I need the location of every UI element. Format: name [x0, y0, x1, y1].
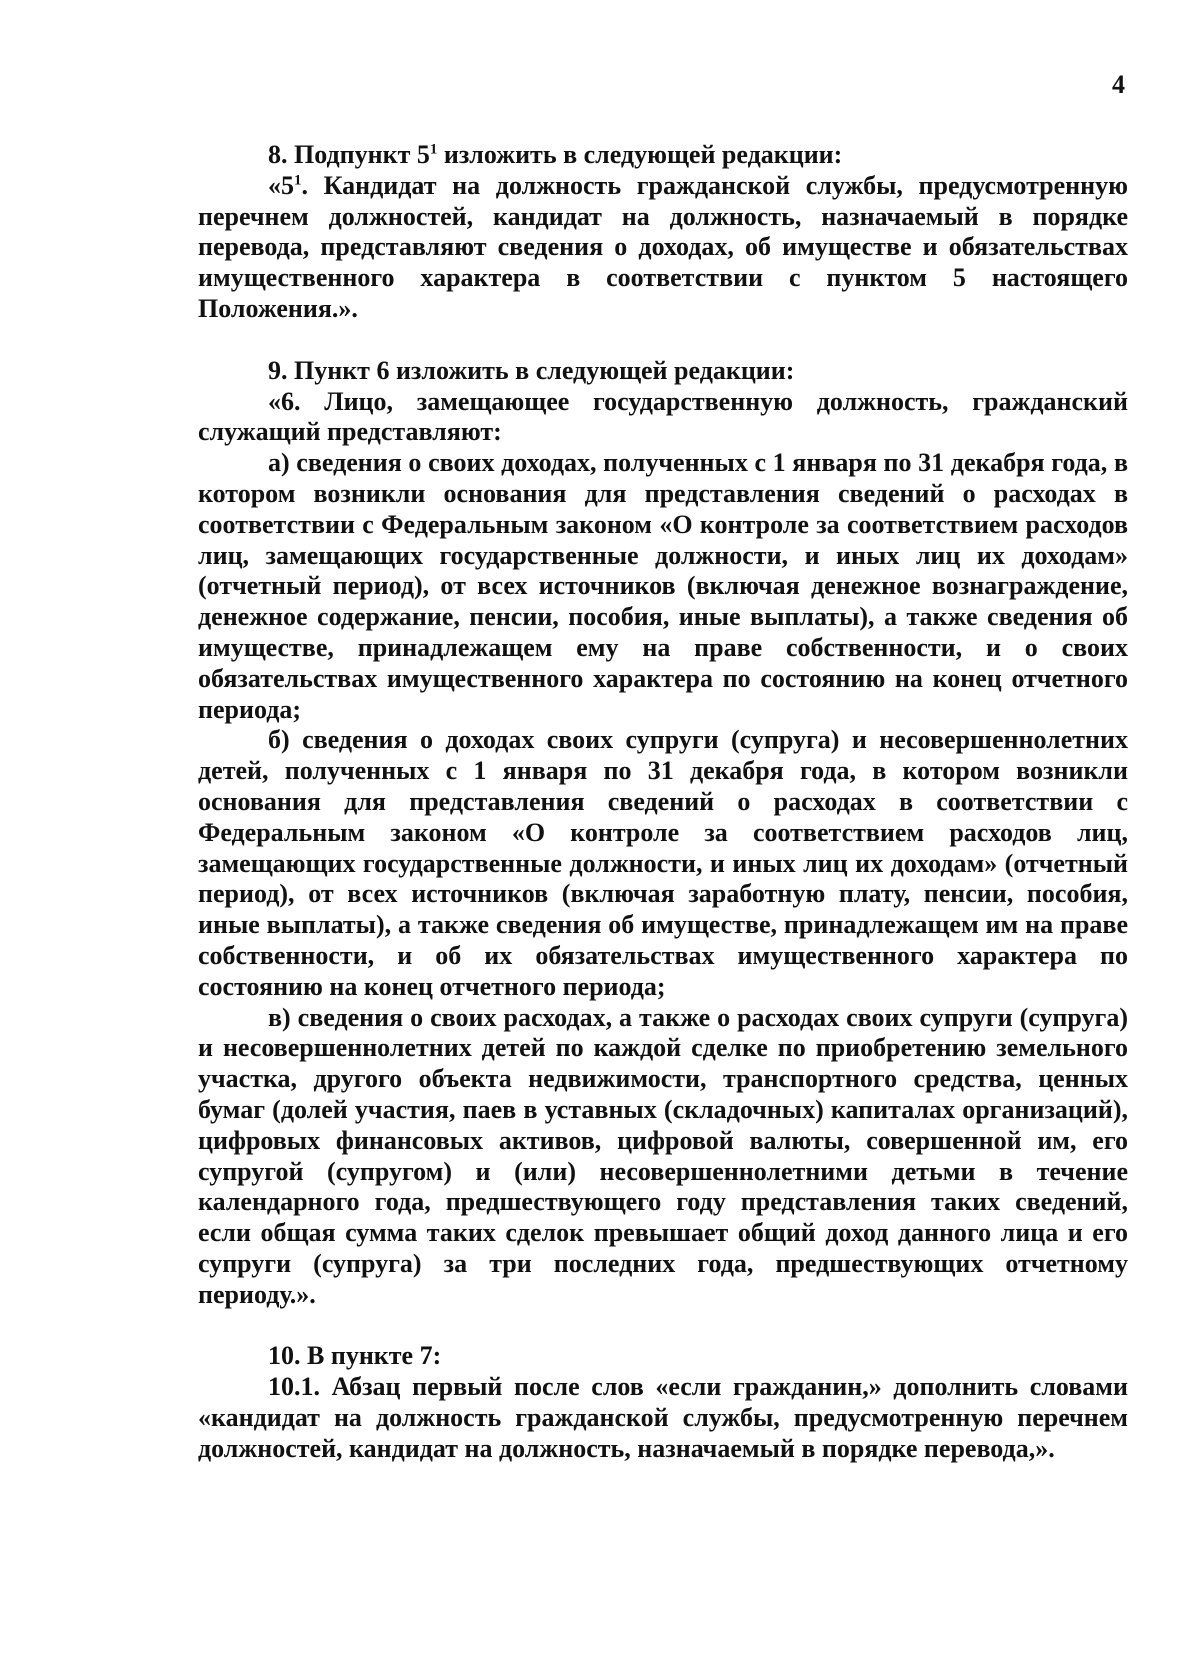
item-8-heading	[198, 140, 1128, 171]
item-8-quote-text-a: «5	[268, 170, 294, 200]
paragraph-gap	[198, 1310, 1128, 1341]
item-8-quote	[198, 171, 1128, 325]
item-8-quote-superscript: 1	[294, 172, 302, 189]
item-9-intro: «6. Лицо, замещающее государственную должность, гражданский служащий представляют:	[198, 386, 1128, 447]
paragraph-gap	[198, 325, 1128, 356]
item-9-subitem-c: в) сведения о своих расходах, а также о расходах своих супруги (супруга) и несовершеннолетних детей по каждой сделке по приобретению земельного участка, другого объекта недвижимости, транспортного средства, ценных бумаг (долей участия, паев в уставных (складочных) капиталах организаций), цифровых финансовых активов, цифровой валюты, совершенной им, его супругой (супругом) и (или) несовершеннолетними детьми в течение календарного года, предшествующего году представления таких сведений, если общая сумма таких сделок превышает общий доход данного лица и его супруги (супруга) за три последних года, предшествующих отчетному периоду.».	[198, 1002, 1128, 1309]
document-body	[198, 140, 1128, 1465]
item-8-heading-text-b: изложить в следующей редакции:	[437, 140, 843, 169]
item-8-quote-text-b: . Кандидат на должность гражданской службы, предусмотренную перечнем должностей, кандидат на должность, назначаемый в порядке перевода, представляют сведения о доходах, об имуществе и обязательствах имущественного характера в соответствии с пунктом 5 настоящего Положения.».	[198, 170, 1128, 323]
page-number: 4	[1112, 70, 1125, 99]
item-10-1: 10.1. Абзац первый после слов «если гражданин,» дополнить словами «кандидат на должность гражданской службы, предусмотренную перечнем должностей, кандидат на должность, назначаемый в порядке перевода,».	[198, 1372, 1128, 1463]
item-9-subitem-a: а) сведения о своих доходах, полученных с 1 января по 31 декабря года, в котором возникли основания для представления сведений о расходах в соответствии с Федеральным законом «О контроле за соответствием расходов лиц, замещающих государственные должности, и иных лиц их доходам» (отчетный период), от всех источников (включая денежное вознаграждение, денежное содержание, пенсии, пособия, иные выплаты), а также сведения об имуществе, принадлежащем ему на праве собственности, и о своих обязательствах имущественного характера по состоянию на конец отчетного периода;	[198, 448, 1128, 724]
item-10-heading: 10. В пункте 7:	[268, 1341, 442, 1371]
item-9-heading: 9. Пункт 6 изложить в следующей редакции:	[268, 355, 795, 385]
item-9-subitem-b: б) сведения о доходах своих супруги (супруга) и несовершеннолетних детей, полученных с 1 января по 31 декабря года, в котором возникли основания для представления сведений о расходах в соответствии с Федеральным законом «О контроле за соответствием расходов лиц, замещающих государственные должности, и иных лиц их доходам» (отчетный период), от всех источников (включая заработную плату, пенсии, пособия, иные выплаты), а также сведения об имуществе, принадлежащем им на праве собственности, и об их обязательствах имущественного характера по состоянию на конец отчетного периода;	[198, 725, 1128, 1001]
item-8-heading-superscript: 1	[429, 141, 438, 158]
item-8-heading-text-a: 8. Подпункт 5	[268, 140, 430, 169]
